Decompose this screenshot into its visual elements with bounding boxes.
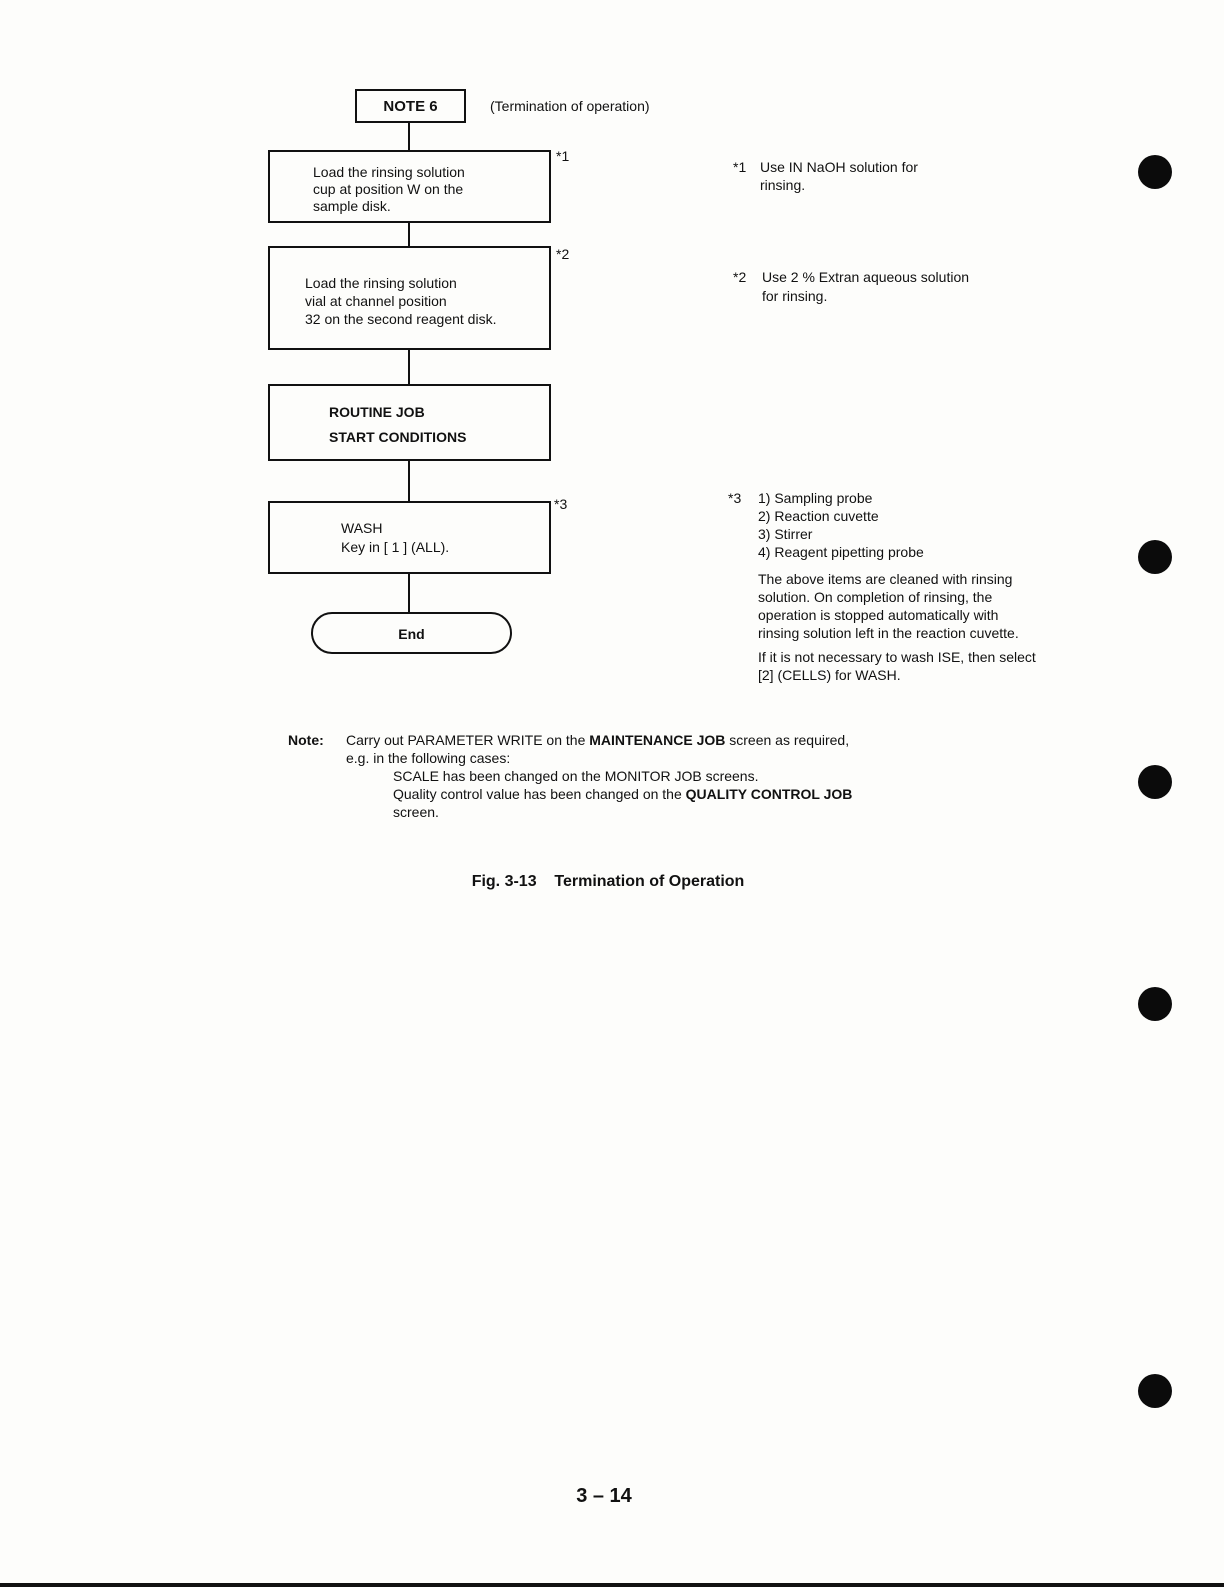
step-3-box: [268, 384, 551, 461]
binder-hole-1: [1138, 155, 1172, 189]
step-4-line-2: Key in [ 1 ] (ALL).: [341, 539, 450, 555]
figure-caption: Fig. 3-13 Termination of Operation: [471, 873, 745, 890]
binder-hole-2: [1138, 540, 1172, 574]
footnote-2-marker: *2: [733, 269, 747, 285]
end-terminator: [311, 612, 512, 654]
note-case-2-pre: Quality control value has been changed on the: [393, 786, 686, 802]
note-line-1: [346, 731, 849, 749]
note-case-2-bold: QUALITY CONTROL JOB: [685, 786, 853, 802]
step-1-line-1: Load the rinsing solution: [313, 164, 465, 180]
binder-hole-4: [1138, 987, 1172, 1021]
note-6-label: NOTE 6: [383, 98, 438, 115]
connector-line: [408, 123, 410, 151]
footnote-3-para2-line: If it is not necessary to wash ISE, then select: [758, 649, 1036, 665]
step-2-line-2: vial at channel position: [305, 293, 447, 309]
note-line-1-pre: Carry out PARAMETER WRITE on the: [346, 732, 590, 748]
step-4-line-1: WASH: [341, 520, 383, 536]
binder-hole-5: [1138, 1374, 1172, 1408]
step-4-box: [268, 501, 551, 574]
footnote-3-item: 3) Stirrer: [758, 526, 813, 542]
binder-hole-3: [1138, 765, 1172, 799]
footnote-2-line-1: Use 2 % Extran aqueous solution: [762, 269, 970, 285]
page-number: 3 – 14: [576, 1485, 632, 1507]
note-case-2-line-2: screen.: [393, 804, 439, 820]
connector-line: [408, 460, 410, 502]
end-label: End: [398, 626, 425, 642]
step-4-marker: *3: [554, 496, 568, 512]
step-2-marker: *2: [556, 246, 570, 262]
note-line-2: e.g. in the following cases:: [346, 750, 511, 766]
footnote-1-marker: *1: [733, 159, 747, 175]
scan-bottom-edge: [0, 1583, 1224, 1587]
footnote-1-line-1: Use IN NaOH solution for: [760, 159, 918, 175]
connector-line: [408, 349, 410, 385]
step-2-box: [268, 246, 551, 350]
footnote-3-item: 2) Reaction cuvette: [758, 508, 879, 524]
step-1-box: [268, 150, 551, 223]
connector-line: [408, 573, 410, 613]
step-1-line-2: cup at position W on the: [313, 181, 464, 197]
note-label: Note:: [288, 732, 324, 748]
step-2-line-3: 32 on the second reagent disk.: [305, 311, 497, 327]
footnote-3-item: 1) Sampling probe: [758, 490, 873, 506]
footnote-3-para2-line: [2] (CELLS) for WASH.: [758, 667, 901, 683]
footnote-1-line-2: rinsing.: [760, 177, 806, 193]
footnote-3-para1-line: operation is stopped automatically with: [758, 607, 999, 623]
footnote-3-para1-line: solution. On completion of rinsing, the: [758, 589, 993, 605]
step-3-line-2: START CONDITIONS: [329, 429, 467, 445]
step-2-line-1: Load the rinsing solution: [305, 275, 457, 291]
footnote-3-para1-line: The above items are cleaned with rinsing: [758, 571, 1013, 587]
note-6-caption: (Termination of operation): [490, 98, 650, 114]
step-1-line-3: sample disk.: [313, 198, 391, 214]
note-case-1: SCALE has been changed on the MONITOR JOB screens.: [393, 768, 759, 784]
footnote-3-marker: *3: [728, 490, 742, 506]
step-3-line-1: ROUTINE JOB: [329, 404, 425, 420]
note-6-box: [355, 89, 466, 123]
footnote-3-item: 4) Reagent pipetting probe: [758, 544, 924, 560]
note-case-2: [393, 785, 852, 803]
step-1-marker: *1: [556, 148, 570, 164]
note-line-1-post: screen as required,: [725, 732, 850, 748]
footnote-2-line-2: for rinsing.: [762, 288, 828, 304]
note-line-1-bold: MAINTENANCE JOB: [589, 732, 726, 748]
footnote-3-para1-line: rinsing solution left in the reaction cuvette.: [758, 625, 1019, 641]
connector-line: [408, 222, 410, 247]
